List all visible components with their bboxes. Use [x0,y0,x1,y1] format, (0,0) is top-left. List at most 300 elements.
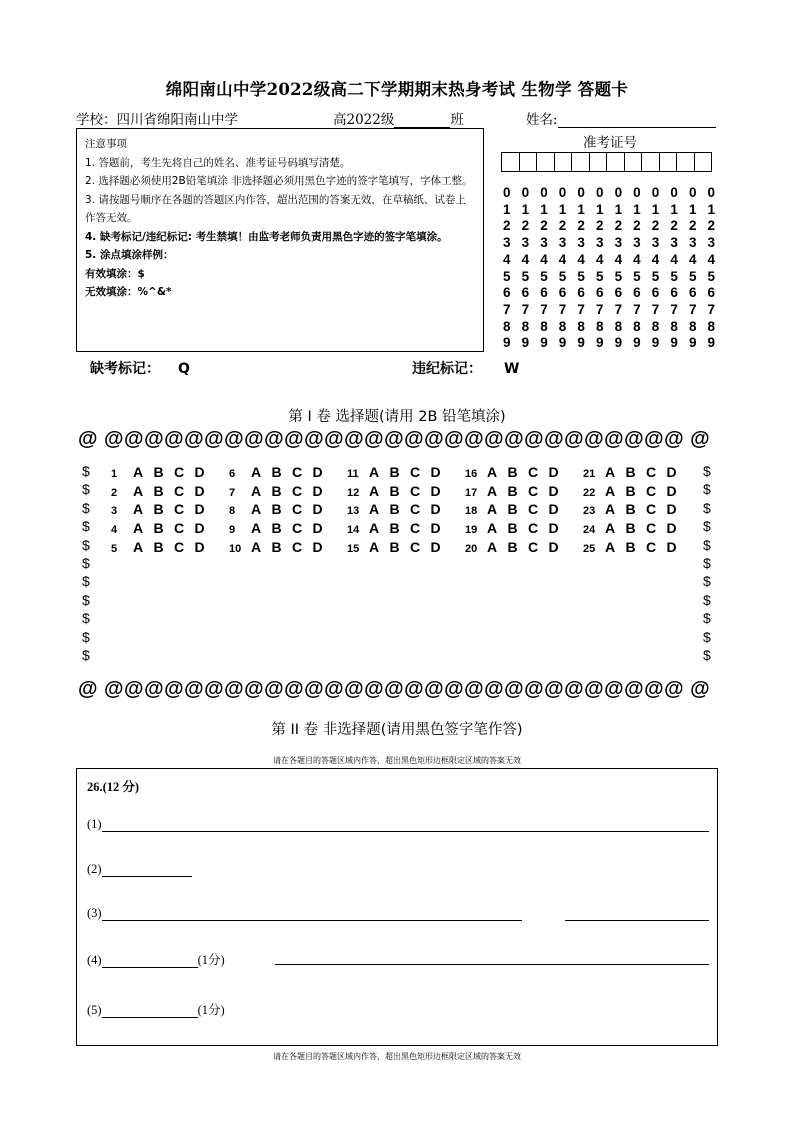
ticket-digit-bubble[interactable]: 5 [595,268,604,284]
ticket-digit-bubble[interactable]: 4 [614,251,623,267]
ticket-digit-bubble[interactable]: 4 [558,251,567,267]
ticket-digit-bubble[interactable]: 5 [521,268,530,284]
option-bubble-c[interactable]: C [646,482,657,499]
option-bubble-b[interactable]: B [389,464,400,481]
option-bubble-d[interactable]: D [548,538,559,555]
ticket-digit-bubble[interactable]: 6 [540,285,548,301]
ticket-digit-box[interactable] [606,152,625,172]
option-bubble-a[interactable]: A [133,482,144,499]
ticket-digit-bubble[interactable]: 3 [540,235,548,251]
ticket-digit-bubble[interactable]: 6 [595,285,604,301]
ticket-digit-bubble[interactable]: 2 [688,218,697,234]
choice-question [465,464,583,480]
choice-row [111,537,701,556]
part-3 [87,906,522,921]
alignment-mark: $ [703,481,711,498]
ticket-digit-bubble[interactable]: 2 [558,218,567,234]
ticket-digit-bubble[interactable]: 0 [651,185,660,200]
option-bubble-a[interactable]: A [487,482,498,499]
option-bubble-b[interactable]: B [389,482,400,499]
ticket-digit-bubble[interactable]: 7 [521,301,530,317]
option-bubble-c[interactable]: C [292,520,303,537]
part-4-blank-b[interactable] [275,950,709,965]
ticket-digit-bubble[interactable]: 8 [577,318,585,334]
option-bubble-a[interactable]: A [133,538,144,555]
ticket-digit-bubble[interactable]: 1 [651,201,660,217]
option-bubble-d[interactable]: D [548,482,559,499]
option-bubble-c[interactable]: C [646,464,657,481]
option-bubble-b[interactable]: B [271,520,282,537]
option-bubble-c[interactable]: C [410,501,421,518]
option-bubble-a[interactable]: A [369,520,380,537]
ticket-digit-bubble[interactable]: 4 [540,251,548,267]
ticket-digit-box[interactable] [624,152,643,172]
ticket-digit-box[interactable] [519,152,538,172]
option-bubble-d[interactable]: D [666,538,677,555]
option-bubble-a[interactable]: A [369,538,380,555]
ticket-digit-bubble[interactable]: 8 [633,318,641,334]
ticket-digit-box[interactable] [536,152,555,172]
ticket-digit-bubble[interactable]: 9 [540,335,548,351]
ticket-digit-bubble[interactable]: 4 [577,251,585,267]
choice-question [465,520,583,536]
option-bubble-c[interactable]: C [646,520,657,537]
ticket-digit-bubble[interactable]: 7 [614,301,623,317]
option-bubble-d[interactable]: D [666,501,677,518]
ticket-digit-box[interactable] [554,152,573,172]
ticket-digit-bubble[interactable]: 6 [558,285,567,301]
ticket-digit-bubble[interactable]: 8 [651,318,660,334]
question-number: 4 [111,524,118,537]
ticket-digit-bubble[interactable]: 0 [670,185,678,200]
option-bubble-b[interactable]: B [507,464,518,481]
ticket-digit-bubble[interactable]: 9 [595,335,604,351]
ticket-digit-bubble[interactable]: 3 [633,235,641,251]
option-bubble-d[interactable]: D [312,501,323,518]
choice-question [111,539,229,555]
ticket-digit-bubble[interactable]: 8 [540,318,548,334]
ticket-digit-bubble[interactable]: 2 [633,218,641,234]
option-bubble-c[interactable]: C [528,464,539,481]
ticket-digit-box[interactable] [641,152,660,172]
ticket-digit-bubble[interactable]: 3 [595,235,604,251]
ticket-digit-bubble[interactable]: 8 [707,318,716,334]
option-bubble-c[interactable]: C [528,538,539,555]
ticket-digit-bubble[interactable]: 3 [521,235,530,251]
ticket-digit-bubble[interactable]: 7 [595,301,604,317]
ticket-digit-bubble[interactable]: 1 [595,201,604,217]
grade-field [333,108,464,128]
ticket-digit-bubble[interactable]: 1 [558,201,567,217]
ticket-digit-bubble[interactable]: 9 [707,335,716,351]
option-bubble-b[interactable]: B [625,538,636,555]
ticket-digit-bubble[interactable]: 2 [670,218,678,234]
ticket-digit-bubble[interactable]: 5 [558,268,567,284]
option-bubble-a[interactable]: A [487,464,498,481]
ticket-digit-bubble[interactable]: 5 [577,268,585,284]
option-bubble-c[interactable]: C [410,482,421,499]
ticket-digit-row [503,235,726,252]
ticket-digit-box[interactable] [694,152,713,172]
option-bubble-c[interactable]: C [292,501,303,518]
ticket-digit-row [503,202,726,219]
option-bubble-c[interactable]: C [410,538,421,555]
ticket-digit-bubble[interactable]: 8 [614,318,623,334]
ticket-digit-bubble[interactable]: 4 [595,251,604,267]
ticket-digit-bubble[interactable]: 0 [558,185,567,200]
ticket-digit-bubble[interactable]: 1 [707,201,716,217]
ticket-digit-bubble[interactable]: 3 [558,235,567,251]
option-bubble-a[interactable]: A [251,464,262,481]
ticket-digit-bubble[interactable]: 1 [633,201,641,217]
ticket-digit-bubble[interactable]: 2 [595,218,604,234]
option-bubble-b[interactable]: B [625,464,636,481]
ticket-digit-box[interactable] [676,152,695,172]
ticket-digit-bubble[interactable]: 3 [707,235,716,251]
ticket-digit-bubble[interactable]: 5 [614,268,623,284]
ticket-digit-bubble[interactable]: 8 [503,318,511,334]
ticket-digit-bubble[interactable]: 3 [651,235,660,251]
option-bubble-d[interactable]: D [312,538,323,555]
ticket-digit-bubble[interactable]: 6 [577,285,585,301]
ticket-digit-bubble[interactable]: 2 [577,218,585,234]
option-bubble-a[interactable]: A [487,520,498,537]
ticket-digit-bubble[interactable]: 2 [503,218,511,234]
question-number: 12 [347,486,360,499]
ticket-digit-bubble[interactable]: 9 [651,335,660,351]
ticket-digit-bubble[interactable]: 5 [670,268,678,284]
ticket-digit-bubble[interactable]: 1 [688,201,697,217]
ticket-digit-bubble[interactable]: 1 [521,201,530,217]
option-bubble-a[interactable]: A [133,501,144,518]
option-bubble-b[interactable]: B [153,520,164,537]
ticket-digit-bubble[interactable]: 4 [707,251,716,267]
ticket-digit-box[interactable] [501,152,520,172]
choice-question [583,520,701,536]
option-bubble-c[interactable]: C [174,520,185,537]
answer-box-26 [76,768,718,1046]
part-4-blank-a[interactable] [102,953,198,968]
option-bubble-d[interactable]: D [548,501,559,518]
ticket-digit-bubble[interactable]: 4 [521,251,530,267]
part-3-blank-b[interactable] [565,906,709,921]
absent-label: 缺考标记： [90,361,160,377]
option-bubble-b[interactable]: B [153,538,164,555]
option-bubble-d[interactable]: D [194,501,205,518]
option-bubble-b[interactable]: B [389,538,400,555]
option-bubble-d[interactable]: D [312,520,323,537]
absent-bubble[interactable]: Q [178,361,190,377]
option-bubble-c[interactable]: C [528,520,539,537]
ticket-digit-bubble[interactable]: 1 [614,201,623,217]
option-bubble-b[interactable]: B [271,538,282,555]
ticket-digit-bubble[interactable]: 1 [540,201,548,217]
choice-question [347,539,465,555]
option-bubble-d[interactable]: D [666,464,677,481]
ticket-digit-bubble[interactable]: 2 [540,218,548,234]
ticket-digit-bubble[interactable]: 1 [577,201,585,217]
choice-question [111,501,229,517]
option-bubble-b[interactable]: B [389,520,400,537]
ticket-digit-bubble[interactable]: 0 [540,185,548,200]
option-bubble-b[interactable]: B [271,501,282,518]
ticket-digit-bubble[interactable]: 4 [503,251,511,267]
ticket-digit-bubble[interactable]: 5 [651,268,660,284]
part-2 [87,862,192,877]
option-bubble-d[interactable]: D [548,464,559,481]
part-4-extra [275,950,709,965]
choice-question [229,539,347,555]
ticket-digit-row [503,302,726,319]
ticket-digit-bubble[interactable]: 4 [670,251,678,267]
ticket-digit-bubble[interactable]: 7 [670,301,678,317]
ticket-digit-bubble[interactable]: 6 [707,285,716,301]
ticket-digit-bubble[interactable]: 0 [688,185,697,200]
class-blank[interactable] [394,113,450,128]
ticket-digit-bubble[interactable]: 7 [688,301,697,317]
choice-question [347,483,465,499]
ticket-digit-bubble[interactable]: 5 [688,268,697,284]
ticket-digit-bubble[interactable]: 5 [503,268,511,284]
ticket-digit-bubble[interactable]: 9 [633,335,641,351]
option-bubble-a[interactable]: A [133,520,144,537]
option-bubble-a[interactable]: A [369,464,380,481]
ticket-digit-bubble[interactable]: 7 [540,301,548,317]
ticket-digit-bubble[interactable]: 6 [651,285,660,301]
option-bubble-d[interactable]: D [430,501,441,518]
alignment-marks-bottom: @ @@@@@@@@@@@@@@@@@@@@@@@@@@@@@ @ [78,678,711,700]
option-bubble-b[interactable]: B [625,501,636,518]
option-bubble-c[interactable]: C [174,538,185,555]
ticket-digit-bubble[interactable]: 0 [503,185,511,200]
option-bubble-a[interactable]: A [605,501,616,518]
class-label: 班 [450,112,464,128]
question-number: 3 [111,505,118,518]
option-bubble-d[interactable]: D [194,464,205,481]
ticket-digit-bubble[interactable]: 1 [670,201,678,217]
option-bubble-a[interactable]: A [605,464,616,481]
ticket-digit-box[interactable] [659,152,678,172]
option-bubble-d[interactable]: D [666,482,677,499]
ticket-digit-bubble[interactable]: 6 [688,285,697,301]
alignment-mark: $ [82,499,90,516]
ticket-digit-bubble[interactable]: 0 [577,185,585,200]
question-number: 2 [111,486,118,499]
alignment-mark: $ [82,518,90,535]
option-bubble-c[interactable]: C [174,501,185,518]
option-bubble-b[interactable]: B [153,501,164,518]
ticket-digit-bubble[interactable]: 7 [558,301,567,317]
option-bubble-b[interactable]: B [271,464,282,481]
option-bubble-d[interactable]: D [430,520,441,537]
ticket-digit-bubble[interactable]: 8 [688,318,697,334]
part-5-blank[interactable] [102,1003,198,1018]
option-bubble-a[interactable]: A [605,520,616,537]
ticket-digit-bubble[interactable]: 0 [595,185,604,200]
ticket-digit-bubble[interactable]: 4 [633,251,641,267]
ticket-digit-bubble[interactable]: 9 [577,335,585,351]
alignment-mark: $ [703,518,711,535]
option-bubble-d[interactable]: D [312,482,323,499]
alignment-mark: $ [703,555,711,572]
option-bubble-a[interactable]: A [369,482,380,499]
part-2-blank[interactable] [102,862,192,877]
option-bubble-d[interactable]: D [430,482,441,499]
ticket-digit-bubble[interactable]: 6 [503,285,511,301]
option-bubble-c[interactable]: C [174,482,185,499]
choice-row [111,482,701,501]
option-bubble-b[interactable]: B [507,520,518,537]
option-bubble-c[interactable]: C [528,501,539,518]
option-bubble-c[interactable]: C [646,501,657,518]
option-bubble-b[interactable]: B [153,482,164,499]
option-bubble-c[interactable]: C [528,482,539,499]
option-bubble-d[interactable]: D [666,520,677,537]
ticket-digit-box[interactable] [571,152,590,172]
notes-item: 1. 答题前，考生先将自己的姓名、准考证号码填写清楚。 [85,156,351,169]
ticket-digit-bubble[interactable]: 7 [577,301,585,317]
name-blank[interactable] [558,113,716,128]
question-26-label: 26.(12 分) [87,780,140,794]
ticket-digit-bubble[interactable]: 3 [614,235,623,251]
ticket-digit-bubble[interactable]: 3 [670,235,678,251]
ticket-digit-bubble[interactable]: 9 [558,335,567,351]
option-bubble-a[interactable]: A [487,538,498,555]
ticket-digit-bubble[interactable]: 8 [558,318,567,334]
school-label: 学校：四川省绵阳南山中学 [76,112,238,128]
ticket-digit-bubble[interactable]: 7 [633,301,641,317]
option-bubble-c[interactable]: C [292,482,303,499]
ticket-digit-bubble[interactable]: 9 [688,335,697,351]
ticket-digit-bubble[interactable]: 5 [707,268,716,284]
ticket-digit-bubble[interactable]: 9 [503,335,511,351]
question-number: 17 [465,486,478,499]
option-bubble-b[interactable]: B [625,482,636,499]
ticket-title: 准考证号 [583,135,637,151]
alignment-mark: $ [82,463,90,479]
ticket-digit-bubble[interactable]: 9 [670,335,678,351]
ticket-digit-bubble[interactable]: 2 [651,218,660,234]
ticket-digit-bubble[interactable]: 8 [521,318,530,334]
option-bubble-b[interactable]: B [153,464,164,481]
question-number: 24 [583,524,596,537]
option-bubble-b[interactable]: B [507,538,518,555]
option-bubble-a[interactable]: A [251,520,262,537]
ticket-digit-bubble[interactable]: 8 [595,318,604,334]
option-bubble-b[interactable]: B [389,501,400,518]
part-3-extra [565,906,709,921]
option-bubble-b[interactable]: B [507,501,518,518]
ticket-digit-bubble[interactable]: 9 [614,335,623,351]
option-bubble-c[interactable]: C [410,464,421,481]
question-number: 25 [583,542,596,555]
ticket-digit-bubble[interactable]: 5 [540,268,548,284]
ticket-digit-bubble[interactable]: 6 [614,285,623,301]
ticket-digit-grid [503,185,726,352]
ticket-digit-bubble[interactable]: 5 [633,268,641,284]
ticket-digit-bubble[interactable]: 7 [503,301,511,317]
question-number: 14 [347,524,360,537]
option-bubble-d[interactable]: D [548,520,559,537]
option-bubble-d[interactable]: D [430,538,441,555]
option-bubble-a[interactable]: A [251,538,262,555]
option-bubble-d[interactable]: D [430,464,441,481]
option-bubble-c[interactable]: C [174,464,185,481]
ticket-digit-bubble[interactable]: 2 [521,218,530,234]
ticket-digit-bubble[interactable]: 6 [521,285,530,301]
ticket-digit-box[interactable] [589,152,608,172]
option-bubble-c[interactable]: C [646,538,657,555]
ticket-digit-bubble[interactable]: 6 [633,285,641,301]
ticket-digit-bubble[interactable]: 3 [688,235,697,251]
part-1 [87,817,709,832]
alignment-mark: $ [703,536,711,553]
ticket-digit-bubble[interactable]: 8 [670,318,678,334]
option-bubble-b[interactable]: B [625,520,636,537]
choice-question [465,483,583,499]
question-number: 8 [229,505,236,518]
alignment-marks-left [82,462,90,664]
ticket-digit-bubble[interactable]: 2 [614,218,623,234]
ticket-digit-bubble[interactable]: 0 [614,185,623,200]
alignment-mark: $ [703,499,711,516]
answer-hint-bottom: 请在各题目的答题区域内作答，超出黑色矩形边框限定区域的答案无效 [273,1052,521,1061]
option-bubble-d[interactable]: D [194,520,205,537]
option-bubble-b[interactable]: B [507,482,518,499]
choice-question [347,464,465,480]
choice-question [347,520,465,536]
ticket-digit-bubble[interactable]: 0 [707,185,716,200]
alignment-mark: $ [82,555,90,572]
ticket-digit-bubble[interactable]: 4 [688,251,697,267]
ticket-digit-bubble[interactable]: 9 [521,335,530,351]
option-bubble-a[interactable]: A [251,482,262,499]
ticket-digit-bubble[interactable]: 1 [503,201,511,217]
option-bubble-b[interactable]: B [271,482,282,499]
option-bubble-a[interactable]: A [251,501,262,518]
option-bubble-a[interactable]: A [605,538,616,555]
option-bubble-c[interactable]: C [292,538,303,555]
option-bubble-a[interactable]: A [133,464,144,481]
alignment-mark: $ [82,481,90,498]
option-bubble-d[interactable]: D [194,538,205,555]
option-bubble-d[interactable]: D [312,464,323,481]
alignment-mark: $ [703,610,711,627]
part-1-blank[interactable] [102,817,709,832]
option-bubble-a[interactable]: A [487,501,498,518]
ticket-digit-bubble[interactable]: 7 [651,301,660,317]
part-4 [87,950,225,968]
ticket-digit-bubble[interactable]: 0 [521,185,530,200]
violation-bubble[interactable]: W [504,361,520,377]
option-bubble-a[interactable]: A [605,482,616,499]
ticket-digit-bubble[interactable]: 7 [707,301,716,317]
option-bubble-c[interactable]: C [410,520,421,537]
ticket-digit-bubble[interactable]: 6 [670,285,678,301]
part-3-blank-a[interactable] [102,906,522,921]
ticket-digit-bubble[interactable]: 4 [651,251,660,267]
alignment-mark: $ [82,628,90,645]
ticket-digit-bubble[interactable]: 0 [633,185,641,200]
option-bubble-a[interactable]: A [369,501,380,518]
option-bubble-c[interactable]: C [292,464,303,481]
ticket-digit-bubble[interactable]: 2 [707,218,716,234]
question-number: 23 [583,505,596,518]
ticket-digit-bubble[interactable]: 3 [503,235,511,251]
option-bubble-d[interactable]: D [194,482,205,499]
ticket-digit-bubble[interactable]: 3 [577,235,585,251]
name-field [526,108,716,128]
